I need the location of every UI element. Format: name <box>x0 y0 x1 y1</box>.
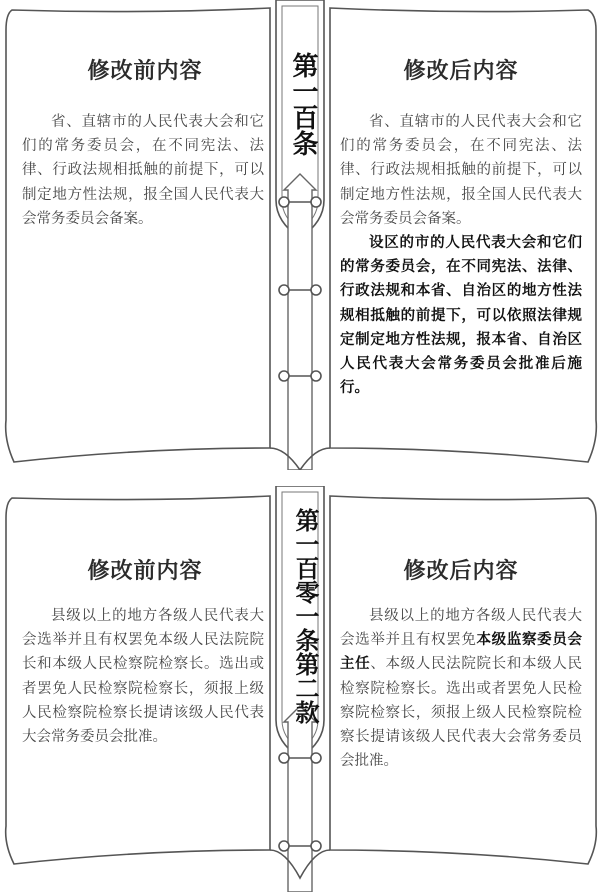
before-title: 修改前内容 <box>87 559 203 584</box>
after-text-end: 、本级人民法院院长和本级人民检察院检察长。选出或者罢免人民检察院检察长，须报上级人民检察院检察长提请该级人民代表大会常务委员会批准。 <box>340 656 583 770</box>
before-paragraph: 省、直辖市的人民代表大会和它们的常务委员会，在不同宪法、法律、行政法规相抵触的前提下，可以制定地方性法规，报全国人民代表大会常务委员会备案。 <box>22 114 264 227</box>
before-text <box>22 110 264 231</box>
after-title: 修改后内容 <box>403 559 519 584</box>
after-text-start: 县级以上的地方各级人民代表大会选举并且有权罢免 <box>340 608 582 649</box>
article-101-book <box>0 486 600 892</box>
article-spine-label: 第一百条 <box>288 52 318 156</box>
before-paragraph: 县级以上的地方各级人民代表大会选举并且有权罢免本级人民法院院长和本级人民检察院检察长。选出或者罢免人民检察院检察长，须报上级人民检察院检察长提请该级人民代表大会常务委员会批准。 <box>22 608 264 746</box>
after-text <box>340 110 582 400</box>
after-text <box>340 604 582 773</box>
after-paragraph <box>340 604 582 773</box>
before-text <box>22 604 264 749</box>
before-title: 修改前内容 <box>87 59 203 84</box>
after-paragraph: 省、直辖市的人民代表大会和它们的常务委员会，在不同宪法、法律、行政法规相抵触的前提下，可以制定地方性法规，报全国人民代表大会常务委员会备案。 <box>340 114 582 227</box>
article-spine-label: 第一百零一条第二款 <box>291 508 319 724</box>
added-phrase: 本级监察委员会主任 <box>340 632 582 673</box>
added-paragraph: 设区的市的人民代表大会和它们的常务委员会，在不同宪法、法律、行政法规和本省、自治区的地方性法规相抵触的前提下，可以依照法律规定制定地方性法规，报本省、自治区人民代表大会常务委员会批准后施行。 <box>340 235 582 397</box>
after-title: 修改后内容 <box>403 59 519 84</box>
